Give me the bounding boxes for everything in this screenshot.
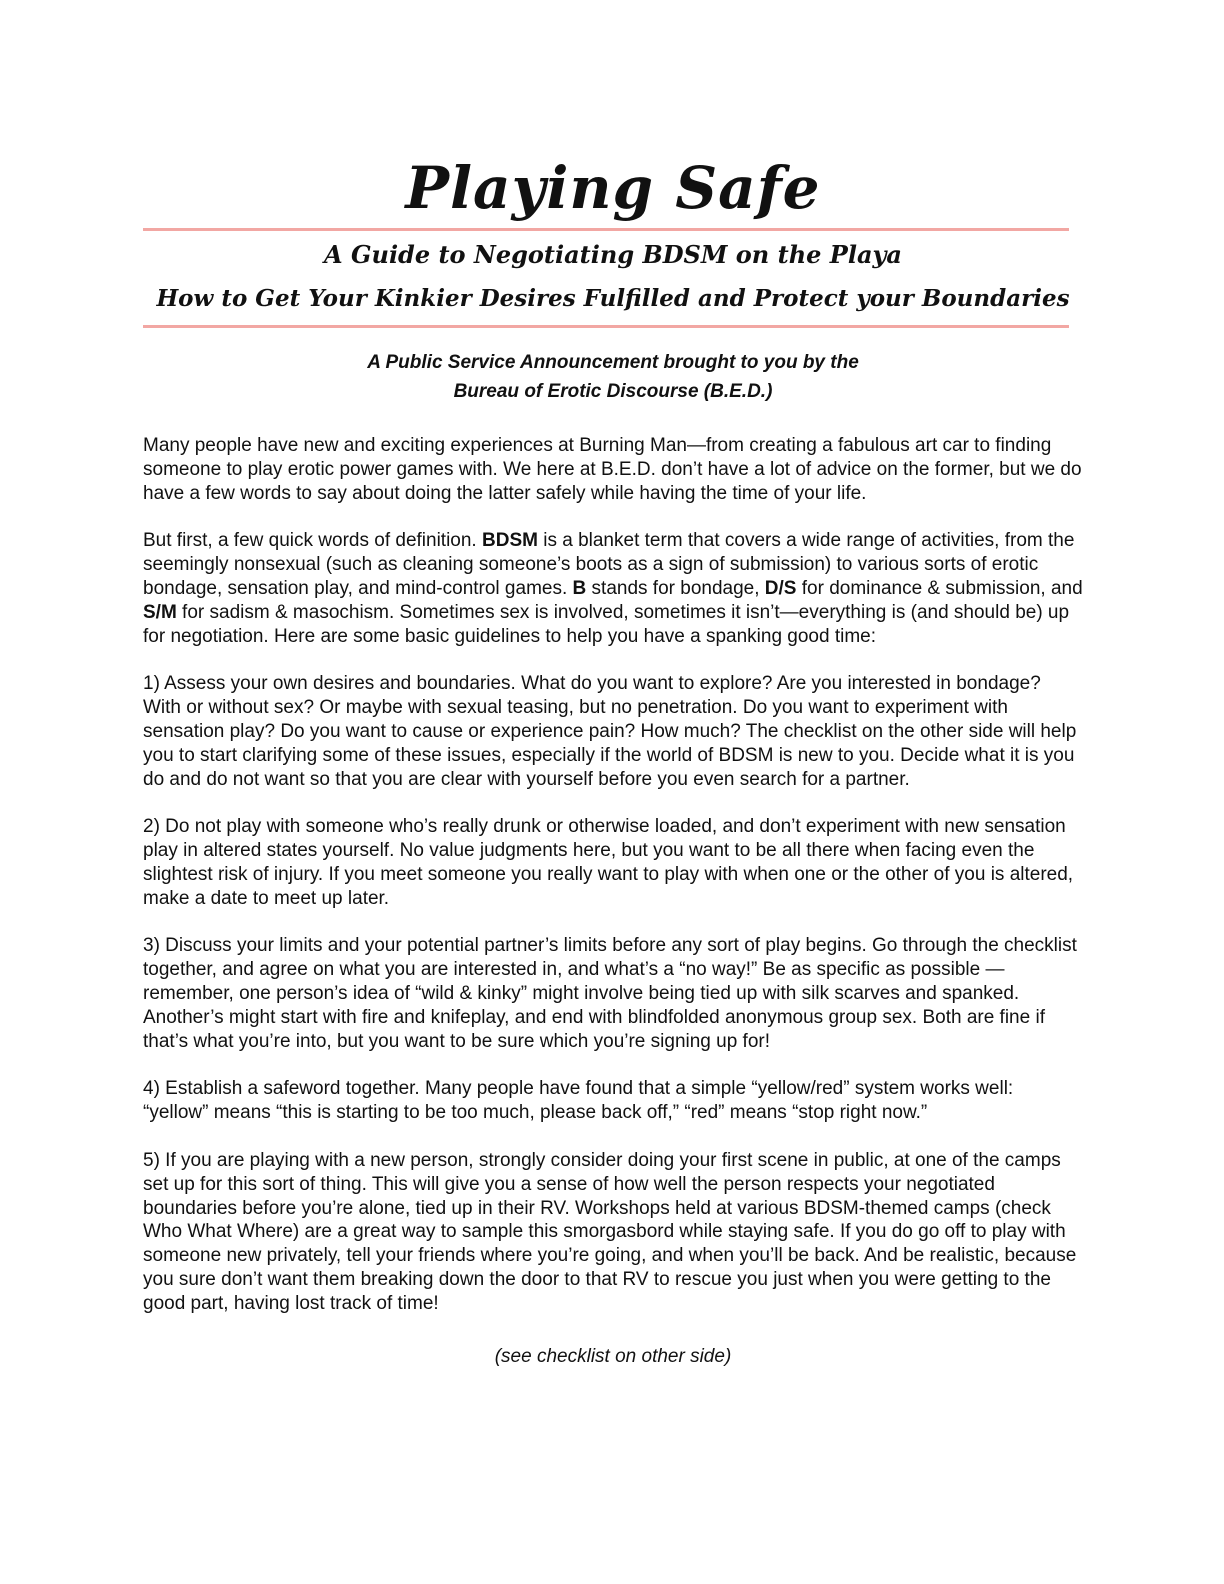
subtitle-guide: A Guide to Negotiating BDSM on the Playa bbox=[324, 240, 902, 269]
bottom-divider bbox=[143, 325, 1069, 328]
guideline-5: 5) If you are playing with a new person, strongly consider doing your first scene in public, at one of the camps set up for this sort of thing. This will give you a sense of how well the person respects your negotiated boundaries before you’re alone, tied up in their RV. Workshops held at various BDSM-themed camps (check Who What Where) are a great way to sample this smorgasbord while staying safe. If you do go off to play with someone new privately, tell your friends where you’re going, and when you’ll be back. And be realistic, because you sure don’t want them breaking down the door to that RV to rescue you just when you were getting to the good part, having lost track of time! bbox=[143, 1149, 1077, 1315]
guideline-3: 3) Discuss your limits and your potential partner’s limits before any sort of play begins. Go through the checklist together, and agree on what you are interested in, and what’s a “no way!” Be as specific as possible — remember, one person’s idea of “wild & kinky” might involve being tied up with silk scarves and spanked. Another’s might start with fire and knifeplay, and end with blindfolded anonymous group sex. Both are fine if that’s what you’re into, but you want to be sure which you’re signing up for! bbox=[143, 935, 1077, 1053]
guideline-2: 2) Do not play with someone who’s really drunk or otherwise loaded, and don’t experiment with new sensation play in altered states yourself. No value judgments here, but you want to be all there when facing even the slightest risk of injury. If you meet someone you really want to play with when one or the other of you is altered, make a date to meet up later. bbox=[143, 816, 1074, 909]
guideline-4: 4) Establish a safeword together. Many people have found that a simple “yellow/red” system works well: “yellow” means “this is starting to be too much, please back off,” “red” means “stop right now.” bbox=[143, 1078, 1014, 1124]
guideline-1: 1) Assess your own desires and boundaries. What do you want to explore? Are you interested in bondage? With or without sex? Or maybe with sexual teasing, but no penetration. Do you want to experiment with sensation play? Do you want to cause or experience pain? How much? The checklist on the other side will help you to start clarifying some of these issues, especially if the world of BDSM is new to you. Decide what it is you do and do not want so that you are clear with yourself before you even search for a partner. bbox=[143, 673, 1077, 790]
page-title: Playing Safe bbox=[405, 154, 821, 222]
definition-text: stands for bondage, bbox=[586, 578, 765, 600]
term-bdsm: BDSM bbox=[482, 530, 538, 552]
definition-text: for sadism & masochism. Sometimes sex is involved, sometimes it isn’t—everything is (and should be) up for negotiation. Here are some basic guidelines to help you have a spanking good time: bbox=[143, 601, 1070, 647]
term-sm: S/M bbox=[143, 601, 177, 623]
definition-paragraph bbox=[143, 529, 1083, 649]
top-divider bbox=[143, 228, 1069, 231]
definition-text: for dominance & submission, and bbox=[796, 578, 1083, 600]
psa-line-2: Bureau of Erotic Discourse (B.E.D.) bbox=[453, 381, 773, 402]
term-b: B bbox=[572, 578, 587, 600]
body-text bbox=[143, 434, 1083, 1316]
term-ds: D/S bbox=[764, 578, 797, 600]
intro-paragraph: Many people have new and exciting experiences at Burning Man—from creating a fabulous art car to finding someone to play erotic power games with. We here at B.E.D. don’t have a lot of advice on the former, but we do have a few words to say about doing the latter safely while having the time of your life. bbox=[143, 435, 1082, 504]
footer-note: (see checklist on other side) bbox=[494, 1346, 732, 1368]
subtitle-desires: How to Get Your Kinkier Desires Fulfilled and Protect your Boundaries bbox=[156, 285, 1070, 312]
definition-text: But first, a few quick words of definition. bbox=[143, 530, 482, 552]
document-page bbox=[143, 150, 1083, 1387]
definition-text: is a blanket term that covers a wide range of activities, from the seemingly nonsexual (such as cleaning someone’s boots as a sign of submission) to various sorts of erotic bondage, sensation play, and mind-control games. bbox=[143, 530, 1075, 600]
psa-heading bbox=[143, 348, 1083, 406]
psa-line-1: A Public Service Announcement brought to you by the bbox=[367, 352, 859, 373]
